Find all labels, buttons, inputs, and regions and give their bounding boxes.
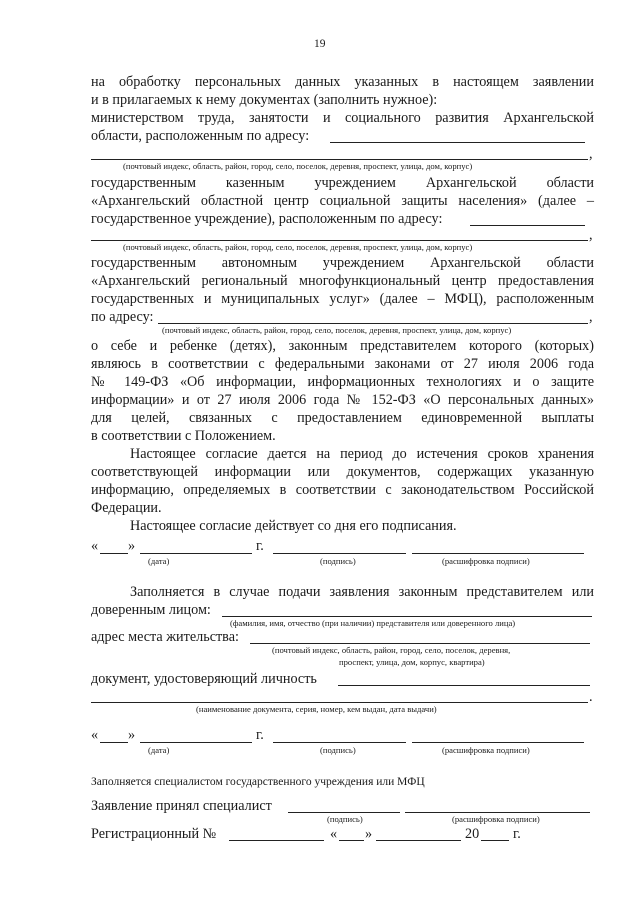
specialist-sign-caption: (подпись)	[327, 814, 363, 824]
specialist-sign-field[interactable]	[288, 812, 400, 813]
para3-line1: Настоящее согласие дается на период до истечения сроков хранения	[130, 446, 594, 462]
reg-year-prefix: 20	[465, 826, 480, 842]
date-caption-2: (дата)	[148, 745, 170, 755]
gau-line2: «Архангельский региональный многофункциональный центр предоставления	[91, 273, 594, 289]
gau-line1: государственным автономным учреждением Архангельской области	[91, 255, 594, 271]
gku-line1: государственным казенным учреждением Архангельской области	[91, 175, 594, 191]
rep-doc-field-2[interactable]	[91, 702, 588, 703]
para2-line1: о себе и ребенке (детях), законным представителем которого (которых)	[91, 338, 594, 354]
rep-line1: Заполняется в случае подачи заявления законным представителем или	[130, 584, 594, 600]
page-number: 19	[314, 38, 326, 50]
ministry-address-field-1[interactable]	[330, 142, 585, 143]
day-field-2[interactable]	[100, 742, 128, 743]
signature-decode-field-2[interactable]	[412, 742, 584, 743]
comma: ,	[589, 227, 593, 243]
reg-quote-close: »	[365, 826, 373, 842]
comma: ,	[589, 309, 593, 325]
quote-open: «	[91, 538, 99, 554]
address-caption-1: (почтовый индекс, область, район, город, село, поселок, деревня, проспект, улица, дом, корпус)	[123, 161, 473, 171]
decode-caption-1: (расшифровка подписи)	[442, 556, 530, 566]
doc-caption: (наименование документа, серия, номер, кем выдан, дата выдачи)	[196, 704, 437, 714]
para1-line4: области, расположенным по адресу:	[91, 128, 310, 144]
quote-open: «	[91, 727, 99, 743]
para2-line4: информации» и от 27 июля 2006 года № 152-ФЗ «О персональных данных»	[91, 392, 594, 408]
signature-field-1[interactable]	[273, 553, 406, 554]
rep-fio-field[interactable]	[222, 616, 592, 617]
para3-line2: соответствующей информации или документов, содержащих указанную	[91, 464, 594, 480]
reg-number-field[interactable]	[229, 840, 324, 841]
fio-caption: (фамилия, имя, отчество (при наличии) представителя или доверенного лица)	[230, 618, 516, 628]
para1-line1: на обработку персональных данных указанных в настоящем заявлении	[91, 74, 594, 90]
rep-doc-label: документ, удостоверяющий личность	[91, 671, 317, 687]
address-caption-3: (почтовый индекс, область, район, город, село, поселок, деревня, проспект, улица, дом, корпус)	[162, 325, 512, 335]
reg-year-field[interactable]	[481, 840, 509, 841]
month-year-field-2[interactable]	[140, 742, 252, 743]
gau-line3: государственных и муниципальных услуг» (далее – МФЦ), расположенным	[91, 291, 594, 307]
reg-day-field[interactable]	[339, 840, 364, 841]
gau-line4: по адресу:	[91, 309, 154, 325]
reg-quote-open: «	[330, 826, 338, 842]
accepted-label: Заявление принял специалист	[91, 798, 272, 814]
ministry-address-field-2[interactable]	[91, 159, 588, 160]
comma: ,	[589, 146, 593, 162]
gku-address-field-2[interactable]	[91, 240, 588, 241]
date-caption-1: (дата)	[148, 556, 170, 566]
mfc-address-field[interactable]	[158, 323, 588, 324]
gku-line3: государственное учреждение), расположенным по адресу:	[91, 211, 443, 227]
rep-address-caption-2: проспект, улица, дом, корпус, квартира)	[339, 657, 485, 667]
rep-address-field[interactable]	[250, 643, 590, 644]
para1-line3: министерством труда, занятости и социального развития Архангельской	[91, 110, 594, 126]
reg-label: Регистрационный №	[91, 826, 217, 842]
sign-caption-2: (подпись)	[320, 745, 356, 755]
rep-doc-field-1[interactable]	[338, 685, 590, 686]
rep-address-label: адрес места жительства:	[91, 629, 239, 645]
para4: Настоящее согласие действует со дня его подписания.	[130, 518, 457, 534]
month-year-field-1[interactable]	[140, 553, 252, 554]
rep-address-caption-1: (почтовый индекс, область, район, город, село, поселок, деревня,	[272, 645, 511, 655]
decode-caption-2: (расшифровка подписи)	[442, 745, 530, 755]
year-suffix: г.	[256, 727, 264, 743]
reg-month-field[interactable]	[376, 840, 461, 841]
signature-field-2[interactable]	[273, 742, 406, 743]
para3-line3: информацию, определяемых в соответствии с законодательством Российской	[91, 482, 594, 498]
gku-line2: «Архангельский областной центр социальной защиты населения» (далее –	[91, 193, 594, 209]
para2-line6: в соответствии с Положением.	[91, 428, 276, 444]
specialist-decode-field[interactable]	[405, 812, 590, 813]
quote-close: »	[128, 727, 136, 743]
specialist-decode-caption: (расшифровка подписи)	[452, 814, 540, 824]
para3-line4: Федерации.	[91, 500, 162, 516]
para2-line5: для целей, связанных с предоставлением единовременной выплаты	[91, 410, 594, 426]
reg-year-suffix: г.	[513, 826, 521, 842]
gku-address-field-1[interactable]	[470, 225, 585, 226]
address-caption-2: (почтовый индекс, область, район, город, село, поселок, деревня, проспект, улица, дом, корпус)	[123, 242, 473, 252]
signature-decode-field-1[interactable]	[412, 553, 584, 554]
period: .	[589, 689, 593, 705]
quote-close: »	[128, 538, 136, 554]
para1-line2: и в прилагаемых к нему документах (заполнить нужное):	[91, 92, 438, 108]
sign-caption-1: (подпись)	[320, 556, 356, 566]
day-field-1[interactable]	[100, 553, 128, 554]
para2-line2: являюсь в соответствии с федеральными законами от 27 июля 2006 года	[91, 356, 594, 372]
para2-line3: № 149-ФЗ «Об информации, информационных технологиях и о защите	[91, 374, 594, 390]
rep-line2: доверенным лицом:	[91, 602, 211, 618]
specialist-heading: Заполняется специалистом государственного учреждения или МФЦ	[91, 776, 425, 788]
year-suffix: г.	[256, 538, 264, 554]
